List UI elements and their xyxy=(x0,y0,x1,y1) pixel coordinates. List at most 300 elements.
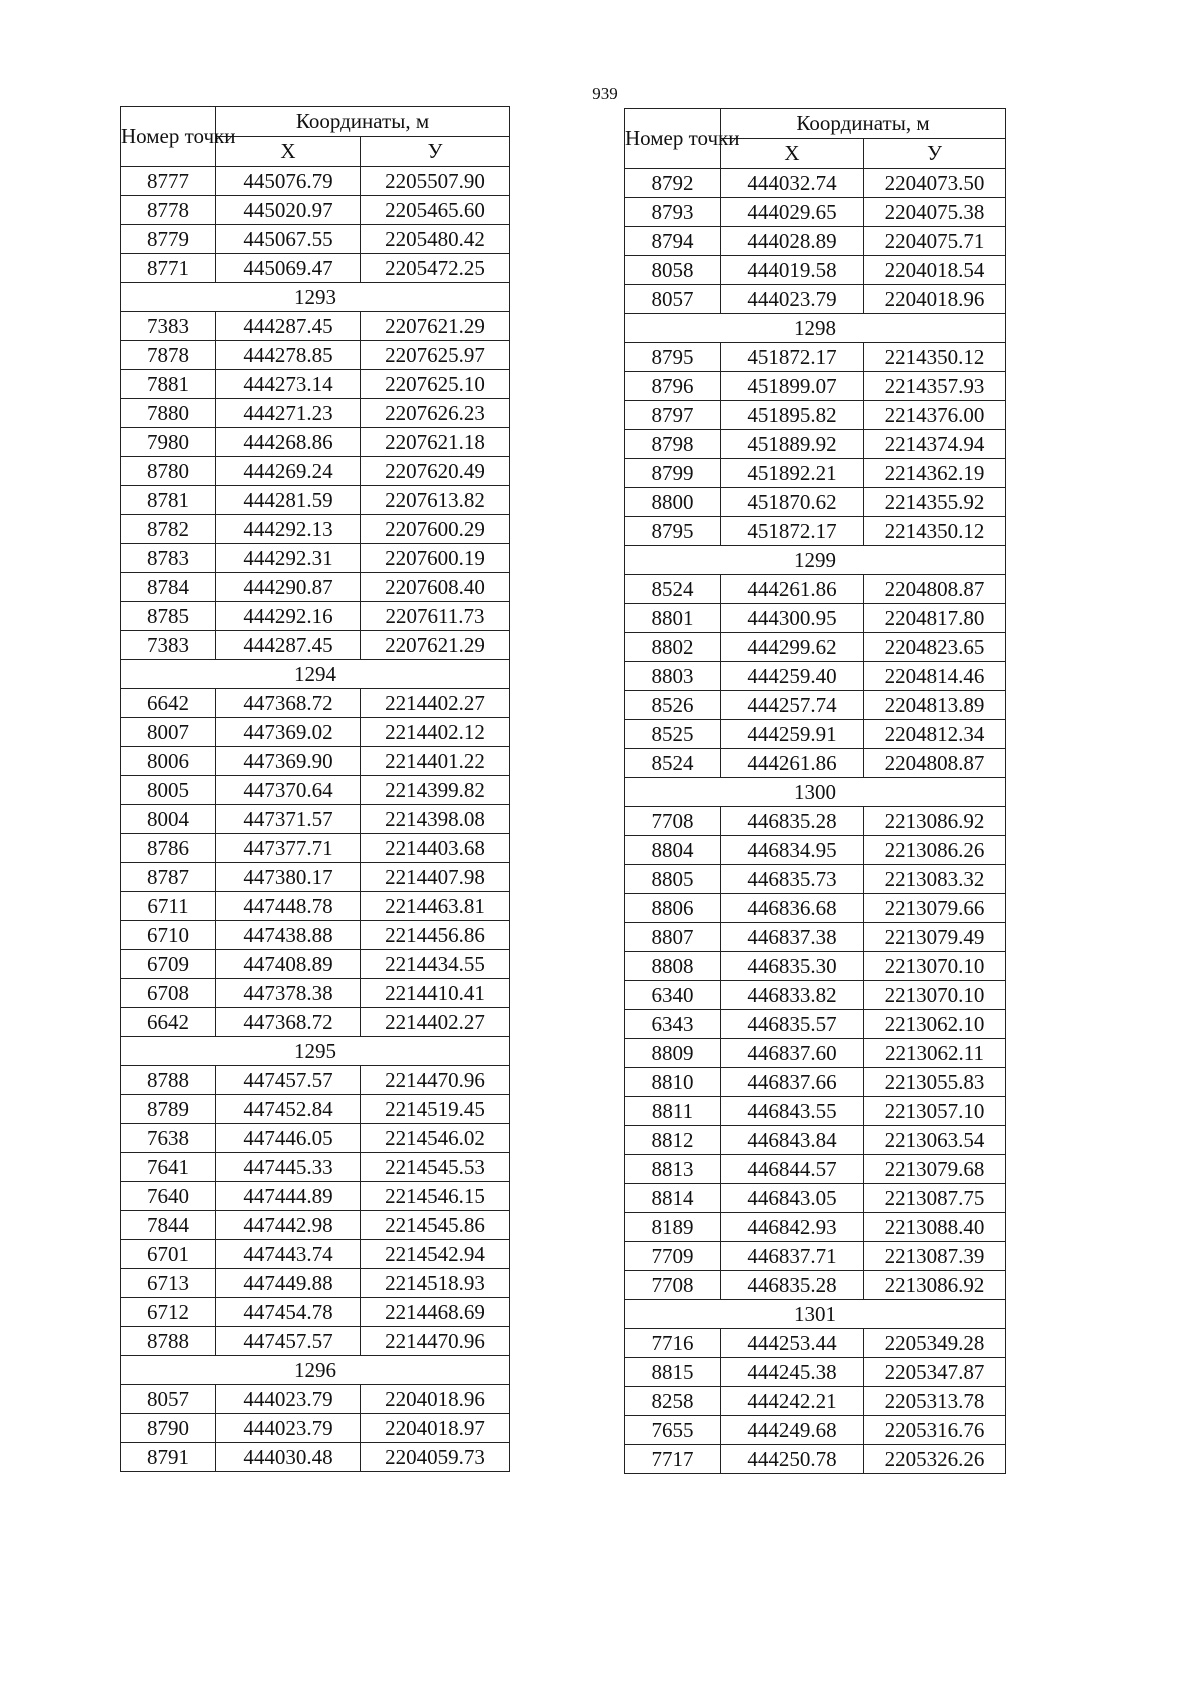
table-row xyxy=(625,227,1006,256)
x-coordinate-cell: 444257.74 xyxy=(721,691,864,720)
point-number-cell: 8057 xyxy=(121,1385,216,1414)
y-coordinate-cell: 2204808.87 xyxy=(864,749,1006,778)
y-coordinate-cell: 2207600.29 xyxy=(361,515,510,544)
point-number-cell: 8258 xyxy=(625,1387,721,1416)
y-coordinate-cell: 2214350.12 xyxy=(864,517,1006,546)
y-coordinate-cell: 2205472.25 xyxy=(361,254,510,283)
point-number-cell: 8810 xyxy=(625,1068,721,1097)
point-number-cell: 7638 xyxy=(121,1124,216,1153)
y-coordinate-cell: 2213079.49 xyxy=(864,923,1006,952)
x-coordinate-cell: 451899.07 xyxy=(721,372,864,401)
y-coordinate-cell: 2214470.96 xyxy=(361,1066,510,1095)
coordinates-table-right xyxy=(624,108,1006,1474)
point-number-cell: 8794 xyxy=(625,227,721,256)
x-coordinate-cell: 447449.88 xyxy=(216,1269,361,1298)
point-number-cell: 8811 xyxy=(625,1097,721,1126)
section-number: 1301 xyxy=(625,1300,1006,1329)
table-row xyxy=(625,343,1006,372)
table-row xyxy=(625,662,1006,691)
point-number-cell: 8803 xyxy=(625,662,721,691)
table-row xyxy=(625,575,1006,604)
y-coordinate-cell: 2207611.73 xyxy=(361,602,510,631)
y-coordinate-cell: 2207621.18 xyxy=(361,428,510,457)
point-number-cell: 8057 xyxy=(625,285,721,314)
y-coordinate-cell: 2214545.53 xyxy=(361,1153,510,1182)
point-number-cell: 8808 xyxy=(625,952,721,981)
y-coordinate-cell: 2214545.86 xyxy=(361,1211,510,1240)
x-coordinate-cell: 446837.38 xyxy=(721,923,864,952)
x-coordinate-cell: 447408.89 xyxy=(216,950,361,979)
point-number-cell: 6710 xyxy=(121,921,216,950)
table-row xyxy=(121,805,510,834)
x-coordinate-cell: 444023.79 xyxy=(721,285,864,314)
table-row xyxy=(121,1414,510,1443)
x-coordinate-cell: 446843.84 xyxy=(721,1126,864,1155)
point-number-cell: 8805 xyxy=(625,865,721,894)
y-coordinate-cell: 2214355.92 xyxy=(864,488,1006,517)
y-coordinate-cell: 2214456.86 xyxy=(361,921,510,950)
table-row xyxy=(121,1008,510,1037)
point-number-cell: 8792 xyxy=(625,169,721,198)
table-row xyxy=(121,312,510,341)
point-number-cell: 8800 xyxy=(625,488,721,517)
x-coordinate-cell: 445076.79 xyxy=(216,167,361,196)
table-row xyxy=(121,457,510,486)
point-number-cell: 8798 xyxy=(625,430,721,459)
y-coordinate-cell: 2213088.40 xyxy=(864,1213,1006,1242)
point-number-cell: 8815 xyxy=(625,1358,721,1387)
x-coordinate-cell: 451889.92 xyxy=(721,430,864,459)
point-number-cell: 8785 xyxy=(121,602,216,631)
x-coordinate-cell: 444290.87 xyxy=(216,573,361,602)
y-coordinate-cell: 2205313.78 xyxy=(864,1387,1006,1416)
table-row xyxy=(625,836,1006,865)
x-coordinate-cell: 446836.68 xyxy=(721,894,864,923)
point-number-cell: 8804 xyxy=(625,836,721,865)
x-coordinate-cell: 444273.14 xyxy=(216,370,361,399)
x-coordinate-cell: 444242.21 xyxy=(721,1387,864,1416)
y-coordinate-cell: 2214403.68 xyxy=(361,834,510,863)
table-row xyxy=(121,1211,510,1240)
table-row xyxy=(121,573,510,602)
y-coordinate-cell: 2213079.66 xyxy=(864,894,1006,923)
y-coordinate-cell: 2204823.65 xyxy=(864,633,1006,662)
x-coordinate-cell: 444299.62 xyxy=(721,633,864,662)
x-coordinate-cell: 447369.90 xyxy=(216,747,361,776)
point-number-cell: 8809 xyxy=(625,1039,721,1068)
header-coordinates: Координаты, м xyxy=(216,107,510,137)
header-y: У xyxy=(361,137,510,167)
x-coordinate-cell: 445020.97 xyxy=(216,196,361,225)
page-number: 939 xyxy=(592,84,618,103)
y-coordinate-cell: 2204018.97 xyxy=(361,1414,510,1443)
table-row xyxy=(625,169,1006,198)
point-number-cell: 8799 xyxy=(625,459,721,488)
point-number-cell: 8007 xyxy=(121,718,216,747)
point-number-cell: 8813 xyxy=(625,1155,721,1184)
point-number-cell: 8788 xyxy=(121,1066,216,1095)
x-coordinate-cell: 451872.17 xyxy=(721,517,864,546)
header-coordinates: Координаты, м xyxy=(721,109,1006,139)
point-number-cell: 8791 xyxy=(121,1443,216,1472)
point-number-cell: 7717 xyxy=(625,1445,721,1474)
y-coordinate-cell: 2204808.87 xyxy=(864,575,1006,604)
x-coordinate-cell: 447370.64 xyxy=(216,776,361,805)
y-coordinate-cell: 2213087.75 xyxy=(864,1184,1006,1213)
point-number-cell: 8005 xyxy=(121,776,216,805)
y-coordinate-cell: 2207626.23 xyxy=(361,399,510,428)
point-number-cell: 7640 xyxy=(121,1182,216,1211)
table-row xyxy=(121,399,510,428)
y-coordinate-cell: 2205465.60 xyxy=(361,196,510,225)
point-number-cell: 8782 xyxy=(121,515,216,544)
x-coordinate-cell: 446835.28 xyxy=(721,807,864,836)
table-row xyxy=(625,1445,1006,1474)
x-coordinate-cell: 444287.45 xyxy=(216,312,361,341)
y-coordinate-cell: 2213086.92 xyxy=(864,1271,1006,1300)
y-coordinate-cell: 2213087.39 xyxy=(864,1242,1006,1271)
x-coordinate-cell: 444261.86 xyxy=(721,749,864,778)
table-row xyxy=(121,1153,510,1182)
y-coordinate-cell: 2214376.00 xyxy=(864,401,1006,430)
x-coordinate-cell: 446837.71 xyxy=(721,1242,864,1271)
point-number-cell: 6701 xyxy=(121,1240,216,1269)
x-coordinate-cell: 451872.17 xyxy=(721,343,864,372)
point-number-cell: 8778 xyxy=(121,196,216,225)
y-coordinate-cell: 2205349.28 xyxy=(864,1329,1006,1358)
y-coordinate-cell: 2204075.38 xyxy=(864,198,1006,227)
y-coordinate-cell: 2214519.45 xyxy=(361,1095,510,1124)
section-number: 1298 xyxy=(625,314,1006,343)
x-coordinate-cell: 451870.62 xyxy=(721,488,864,517)
y-coordinate-cell: 2213062.11 xyxy=(864,1039,1006,1068)
y-coordinate-cell: 2204814.46 xyxy=(864,662,1006,691)
point-number-cell: 8784 xyxy=(121,573,216,602)
x-coordinate-cell: 444032.74 xyxy=(721,169,864,198)
table-row xyxy=(121,950,510,979)
table-row xyxy=(121,892,510,921)
y-coordinate-cell: 2214398.08 xyxy=(361,805,510,834)
table-row xyxy=(121,863,510,892)
point-number-cell: 6711 xyxy=(121,892,216,921)
table-row xyxy=(625,923,1006,952)
y-coordinate-cell: 2204018.96 xyxy=(864,285,1006,314)
table-row xyxy=(625,1010,1006,1039)
y-coordinate-cell: 2204813.89 xyxy=(864,691,1006,720)
table-row xyxy=(625,720,1006,749)
point-number-cell: 8797 xyxy=(625,401,721,430)
table-row xyxy=(121,486,510,515)
section-number: 1296 xyxy=(121,1356,510,1385)
x-coordinate-cell: 447368.72 xyxy=(216,1008,361,1037)
header-x: Х xyxy=(721,139,864,169)
table-row xyxy=(625,691,1006,720)
y-coordinate-cell: 2214362.19 xyxy=(864,459,1006,488)
point-number-cell: 8814 xyxy=(625,1184,721,1213)
table-row xyxy=(625,1039,1006,1068)
y-coordinate-cell: 2205507.90 xyxy=(361,167,510,196)
point-number-cell: 8806 xyxy=(625,894,721,923)
y-coordinate-cell: 2204817.80 xyxy=(864,604,1006,633)
x-coordinate-cell: 447452.84 xyxy=(216,1095,361,1124)
y-coordinate-cell: 2214463.81 xyxy=(361,892,510,921)
point-number-cell: 6712 xyxy=(121,1298,216,1327)
x-coordinate-cell: 451892.21 xyxy=(721,459,864,488)
table-row xyxy=(625,401,1006,430)
table-row xyxy=(625,198,1006,227)
x-coordinate-cell: 446835.57 xyxy=(721,1010,864,1039)
x-coordinate-cell: 444253.44 xyxy=(721,1329,864,1358)
header-y: У xyxy=(864,139,1006,169)
x-coordinate-cell: 444287.45 xyxy=(216,631,361,660)
x-coordinate-cell: 447380.17 xyxy=(216,863,361,892)
table-row xyxy=(625,1271,1006,1300)
table-row xyxy=(625,633,1006,662)
x-coordinate-cell: 444023.79 xyxy=(216,1385,361,1414)
section-number: 1299 xyxy=(625,546,1006,575)
table-row xyxy=(121,1269,510,1298)
section-row xyxy=(625,778,1006,807)
y-coordinate-cell: 2214546.15 xyxy=(361,1182,510,1211)
point-number-cell: 8189 xyxy=(625,1213,721,1242)
x-coordinate-cell: 444250.78 xyxy=(721,1445,864,1474)
x-coordinate-cell: 446843.55 xyxy=(721,1097,864,1126)
y-coordinate-cell: 2207600.19 xyxy=(361,544,510,573)
point-number-cell: 7878 xyxy=(121,341,216,370)
x-coordinate-cell: 444249.68 xyxy=(721,1416,864,1445)
point-number-cell: 7709 xyxy=(625,1242,721,1271)
x-coordinate-cell: 446833.82 xyxy=(721,981,864,1010)
x-coordinate-cell: 451895.82 xyxy=(721,401,864,430)
point-number-cell: 8789 xyxy=(121,1095,216,1124)
table-row xyxy=(625,865,1006,894)
table-row xyxy=(625,256,1006,285)
y-coordinate-cell: 2214518.93 xyxy=(361,1269,510,1298)
point-number-cell: 6343 xyxy=(625,1010,721,1039)
x-coordinate-cell: 444245.38 xyxy=(721,1358,864,1387)
y-coordinate-cell: 2214407.98 xyxy=(361,863,510,892)
point-number-cell: 7980 xyxy=(121,428,216,457)
table-row xyxy=(121,631,510,660)
x-coordinate-cell: 447442.98 xyxy=(216,1211,361,1240)
table-row xyxy=(121,921,510,950)
y-coordinate-cell: 2205480.42 xyxy=(361,225,510,254)
table-row xyxy=(625,1416,1006,1445)
x-coordinate-cell: 444259.40 xyxy=(721,662,864,691)
y-coordinate-cell: 2213063.54 xyxy=(864,1126,1006,1155)
y-coordinate-cell: 2214402.27 xyxy=(361,1008,510,1037)
point-number-cell: 7383 xyxy=(121,631,216,660)
table-row xyxy=(121,834,510,863)
x-coordinate-cell: 447377.71 xyxy=(216,834,361,863)
x-coordinate-cell: 444271.23 xyxy=(216,399,361,428)
point-number-cell: 8790 xyxy=(121,1414,216,1443)
y-coordinate-cell: 2204075.71 xyxy=(864,227,1006,256)
y-coordinate-cell: 2207613.82 xyxy=(361,486,510,515)
table-row xyxy=(121,1298,510,1327)
y-coordinate-cell: 2204018.54 xyxy=(864,256,1006,285)
point-number-cell: 8796 xyxy=(625,372,721,401)
x-coordinate-cell: 447448.78 xyxy=(216,892,361,921)
y-coordinate-cell: 2205347.87 xyxy=(864,1358,1006,1387)
point-number-cell: 7383 xyxy=(121,312,216,341)
x-coordinate-cell: 444292.31 xyxy=(216,544,361,573)
table-row xyxy=(121,370,510,399)
x-coordinate-cell: 444019.58 xyxy=(721,256,864,285)
x-coordinate-cell: 447444.89 xyxy=(216,1182,361,1211)
section-row xyxy=(121,283,510,312)
x-coordinate-cell: 446837.60 xyxy=(721,1039,864,1068)
y-coordinate-cell: 2214434.55 xyxy=(361,950,510,979)
x-coordinate-cell: 445069.47 xyxy=(216,254,361,283)
x-coordinate-cell: 446842.93 xyxy=(721,1213,864,1242)
point-number-cell: 7881 xyxy=(121,370,216,399)
x-coordinate-cell: 447443.74 xyxy=(216,1240,361,1269)
x-coordinate-cell: 446835.73 xyxy=(721,865,864,894)
table-row xyxy=(121,718,510,747)
point-number-cell: 8004 xyxy=(121,805,216,834)
x-coordinate-cell: 444028.89 xyxy=(721,227,864,256)
coordinates-table-left xyxy=(120,106,510,1472)
x-coordinate-cell: 446834.95 xyxy=(721,836,864,865)
point-number-cell: 8781 xyxy=(121,486,216,515)
table-row xyxy=(625,285,1006,314)
section-row xyxy=(121,1037,510,1066)
x-coordinate-cell: 447438.88 xyxy=(216,921,361,950)
point-number-cell: 8006 xyxy=(121,747,216,776)
section-row xyxy=(625,314,1006,343)
table-row xyxy=(625,1358,1006,1387)
y-coordinate-cell: 2214374.94 xyxy=(864,430,1006,459)
table-row xyxy=(121,776,510,805)
y-coordinate-cell: 2214401.22 xyxy=(361,747,510,776)
y-coordinate-cell: 2213079.68 xyxy=(864,1155,1006,1184)
x-coordinate-cell: 444029.65 xyxy=(721,198,864,227)
table-row xyxy=(121,602,510,631)
table-row xyxy=(625,1097,1006,1126)
table-row xyxy=(625,459,1006,488)
table-row xyxy=(625,488,1006,517)
y-coordinate-cell: 2214546.02 xyxy=(361,1124,510,1153)
point-number-cell: 6340 xyxy=(625,981,721,1010)
y-coordinate-cell: 2213083.32 xyxy=(864,865,1006,894)
y-coordinate-cell: 2213070.10 xyxy=(864,981,1006,1010)
table-row xyxy=(625,749,1006,778)
y-coordinate-cell: 2207621.29 xyxy=(361,631,510,660)
section-number: 1300 xyxy=(625,778,1006,807)
x-coordinate-cell: 444261.86 xyxy=(721,575,864,604)
table-row xyxy=(121,1124,510,1153)
table-row xyxy=(121,747,510,776)
header-x: Х xyxy=(216,137,361,167)
x-coordinate-cell: 444023.79 xyxy=(216,1414,361,1443)
table-row xyxy=(625,1387,1006,1416)
point-number-cell: 8524 xyxy=(625,575,721,604)
table-row xyxy=(625,1155,1006,1184)
table-row xyxy=(625,372,1006,401)
y-coordinate-cell: 2207621.29 xyxy=(361,312,510,341)
section-number: 1294 xyxy=(121,660,510,689)
table-row xyxy=(121,1385,510,1414)
point-number-cell: 8783 xyxy=(121,544,216,573)
x-coordinate-cell: 447368.72 xyxy=(216,689,361,718)
y-coordinate-cell: 2214402.12 xyxy=(361,718,510,747)
table-row xyxy=(121,1240,510,1269)
point-number-cell: 7641 xyxy=(121,1153,216,1182)
point-number-cell: 8807 xyxy=(625,923,721,952)
point-number-cell: 7708 xyxy=(625,1271,721,1300)
y-coordinate-cell: 2213062.10 xyxy=(864,1010,1006,1039)
table-row xyxy=(121,196,510,225)
point-number-cell: 7708 xyxy=(625,807,721,836)
section-row xyxy=(121,660,510,689)
x-coordinate-cell: 447371.57 xyxy=(216,805,361,834)
table-row xyxy=(121,225,510,254)
y-coordinate-cell: 2207620.49 xyxy=(361,457,510,486)
x-coordinate-cell: 446837.66 xyxy=(721,1068,864,1097)
y-coordinate-cell: 2213057.10 xyxy=(864,1097,1006,1126)
table-row xyxy=(121,979,510,1008)
point-number-cell: 8801 xyxy=(625,604,721,633)
table-row xyxy=(625,1242,1006,1271)
table-row xyxy=(625,981,1006,1010)
section-row xyxy=(121,1356,510,1385)
x-coordinate-cell: 446835.30 xyxy=(721,952,864,981)
y-coordinate-cell: 2214410.41 xyxy=(361,979,510,1008)
x-coordinate-cell: 445067.55 xyxy=(216,225,361,254)
point-number-cell: 8524 xyxy=(625,749,721,778)
y-coordinate-cell: 2204018.96 xyxy=(361,1385,510,1414)
table-row xyxy=(625,1068,1006,1097)
y-coordinate-cell: 2214357.93 xyxy=(864,372,1006,401)
table-row xyxy=(625,1329,1006,1358)
point-number-cell: 8793 xyxy=(625,198,721,227)
table-row xyxy=(121,1327,510,1356)
point-number-cell: 8780 xyxy=(121,457,216,486)
table-row xyxy=(625,1184,1006,1213)
point-number-cell: 8795 xyxy=(625,343,721,372)
table-row xyxy=(121,1066,510,1095)
point-number-cell: 8058 xyxy=(625,256,721,285)
point-number-cell: 8525 xyxy=(625,720,721,749)
point-number-cell: 8788 xyxy=(121,1327,216,1356)
x-coordinate-cell: 447454.78 xyxy=(216,1298,361,1327)
x-coordinate-cell: 444281.59 xyxy=(216,486,361,515)
x-coordinate-cell: 444269.24 xyxy=(216,457,361,486)
point-number-cell: 8812 xyxy=(625,1126,721,1155)
point-number-cell: 7844 xyxy=(121,1211,216,1240)
table-row xyxy=(625,604,1006,633)
point-number-cell: 8795 xyxy=(625,517,721,546)
section-number: 1295 xyxy=(121,1037,510,1066)
y-coordinate-cell: 2207625.10 xyxy=(361,370,510,399)
y-coordinate-cell: 2213070.10 xyxy=(864,952,1006,981)
point-number-cell: 8777 xyxy=(121,167,216,196)
table-row xyxy=(121,167,510,196)
x-coordinate-cell: 444259.91 xyxy=(721,720,864,749)
table-row xyxy=(625,1126,1006,1155)
table-row xyxy=(625,430,1006,459)
x-coordinate-cell: 444300.95 xyxy=(721,604,864,633)
x-coordinate-cell: 444268.86 xyxy=(216,428,361,457)
y-coordinate-cell: 2204073.50 xyxy=(864,169,1006,198)
y-coordinate-cell: 2207608.40 xyxy=(361,573,510,602)
x-coordinate-cell: 447378.38 xyxy=(216,979,361,1008)
y-coordinate-cell: 2214542.94 xyxy=(361,1240,510,1269)
point-number-cell: 6709 xyxy=(121,950,216,979)
x-coordinate-cell: 444292.13 xyxy=(216,515,361,544)
y-coordinate-cell: 2204812.34 xyxy=(864,720,1006,749)
